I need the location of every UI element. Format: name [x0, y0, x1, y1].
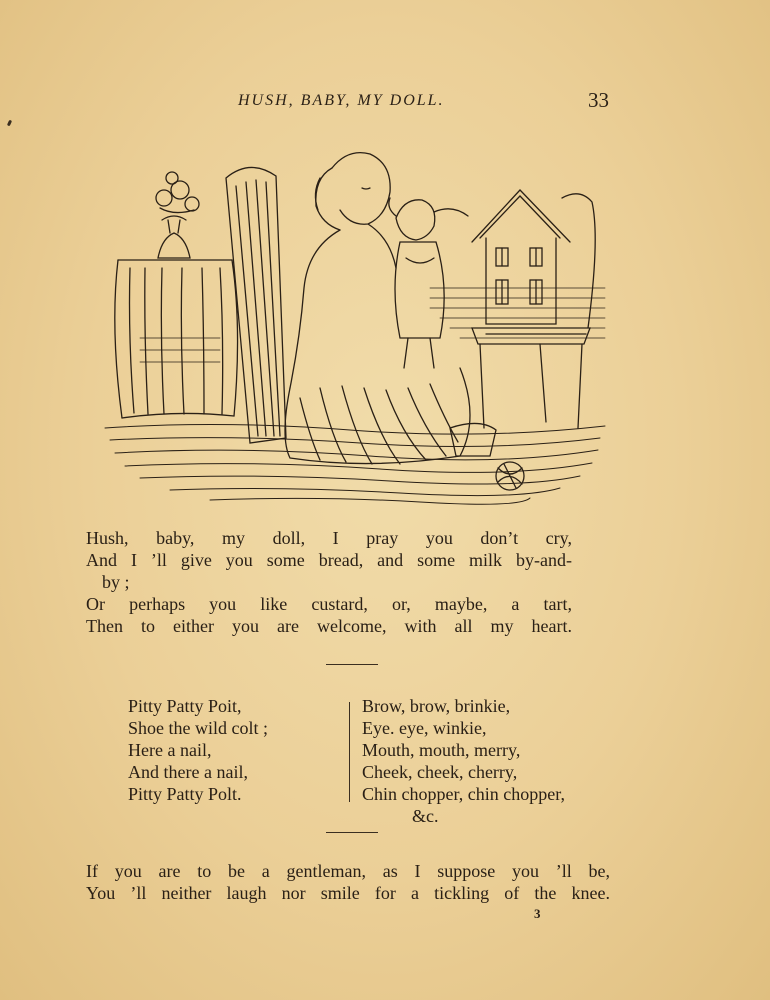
verse-line: Eye. eye, winkie,	[362, 718, 487, 738]
verse-line: &c.	[412, 806, 439, 826]
verse-line: If you are to be a gentleman, as I suppose you ’ll be,	[86, 861, 610, 881]
page-number: 33	[588, 88, 609, 112]
verse-hush-baby	[86, 527, 572, 637]
verse-line: by ;	[102, 572, 130, 592]
column-divider	[349, 702, 350, 802]
verse-line: Then to either you are welcome, with all my heart.	[86, 616, 572, 636]
verse-line: And there a nail,	[128, 762, 248, 782]
verse-line: Cheek, cheek, cherry,	[362, 762, 518, 782]
verse-line: And I ’ll give you some bread, and some milk by-and-	[86, 550, 572, 570]
verse-line: Shoe the wild colt ;	[128, 718, 268, 738]
verse-brow-brinkie	[362, 695, 622, 827]
section-divider	[326, 664, 378, 665]
running-head	[0, 88, 770, 116]
verse-line: Hush, baby, my doll, I pray you don’t cry,	[86, 528, 572, 548]
printer-signature-mark: 3	[534, 906, 541, 921]
verse-line: Brow, brow, brinkie,	[362, 696, 511, 716]
verse-line: Mouth, mouth, merry,	[362, 740, 521, 760]
verse-line: Pitty Patty Polt.	[128, 784, 242, 804]
verse-line: Pitty Patty Poit,	[128, 696, 242, 716]
verse-line: Chin chopper, chin chopper,	[362, 784, 566, 804]
verse-gentleman	[86, 860, 610, 904]
verse-line: You ’ll neither laugh nor smile for a tickling of the knee.	[86, 883, 610, 903]
verse-line: Or perhaps you like custard, or, maybe, a tart,	[86, 594, 572, 614]
engraving-woman-with-doll-icon	[100, 138, 610, 508]
ink-speck	[7, 120, 12, 127]
section-divider	[326, 832, 378, 833]
verse-line: Here a nail,	[128, 740, 212, 760]
verse-pitty-patty	[128, 695, 328, 805]
running-title: HUSH, BABY, MY DOLL.	[238, 92, 445, 109]
